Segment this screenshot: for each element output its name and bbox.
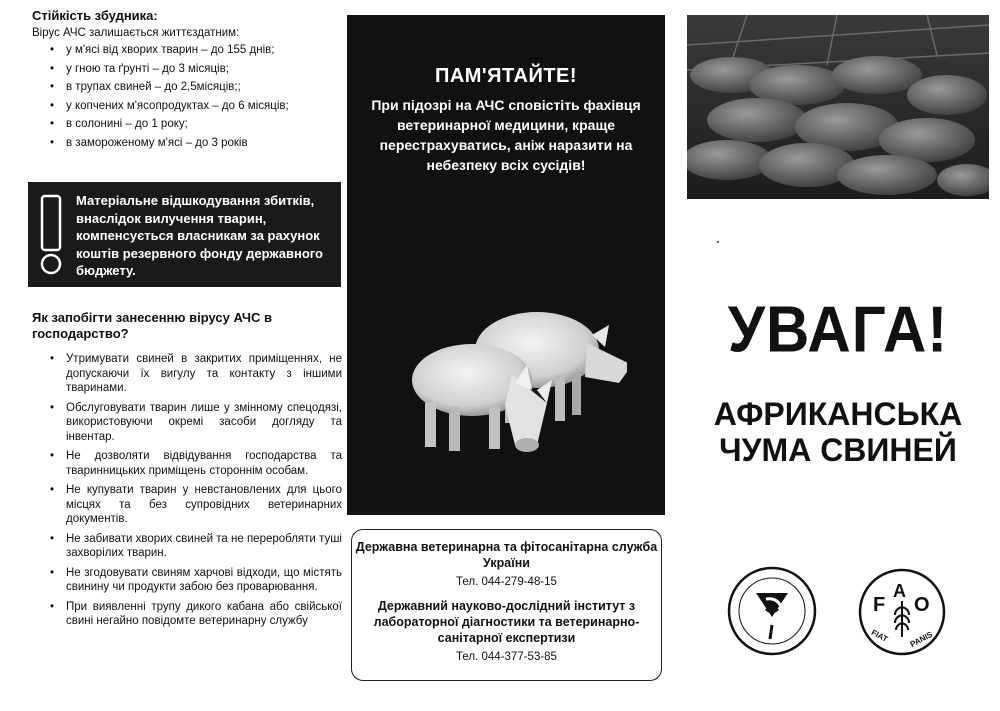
org-name-1: Державна ветеринарна та фітосанітарна служба України xyxy=(355,540,658,570)
fao-letter-o: O xyxy=(914,594,930,616)
remember-title: ПАМ'ЯТАЙТЕ! xyxy=(434,65,578,87)
remember-poster xyxy=(347,15,665,515)
asf-title-line-2: ЧУМА СВИНЕЙ xyxy=(719,432,957,468)
fao-motto-left: FIAT xyxy=(869,627,890,644)
stability-title: Стійкість збудника: xyxy=(32,8,158,23)
stability-intro: Вірус АЧС залишається життєздатним: xyxy=(32,27,240,39)
fao-motto-right: PANIS xyxy=(908,629,935,649)
list-item: • в трупах свиней – до 2,5місяців;; xyxy=(30,80,342,95)
attention-title: УВАГА! xyxy=(727,293,949,366)
asf-title xyxy=(687,396,989,468)
org-name-2: Державний науково-дослідний інститут з лабораторної діагностики та ветеринарно-санітарної експертизи xyxy=(373,599,640,645)
compensation-box xyxy=(28,182,341,287)
list-item: • у гною та ґрунті – до 3 місяців; xyxy=(30,62,342,77)
list-item: • Не дозволяти відвідування господарства та тваринницьких приміщень стороннім особам. xyxy=(30,449,342,478)
fao-letter-f: F xyxy=(873,594,886,616)
list-item: • Не згодовувати свиням харчові відходи, що містять свинину чи продукти забою без проварювання. xyxy=(30,566,342,595)
list-item: • у м'ясі від хворих тварин – до 155 днів; xyxy=(30,43,342,58)
stability-list xyxy=(30,43,342,151)
contacts-box xyxy=(351,529,662,681)
list-item: • в замороженому м'ясі – до 3 років xyxy=(30,136,342,151)
phone-2: Тел. 044-377-53-85 xyxy=(456,651,557,663)
institute-logo xyxy=(726,565,818,657)
list-item: • Утримувати свиней в закритих приміщеннях, не допускаючи їх вигулу та контакту з іншими тваринами. xyxy=(30,352,342,396)
prevention-list xyxy=(30,352,342,634)
print-speck xyxy=(717,241,719,243)
dead-pigs-photo xyxy=(687,15,989,199)
list-item: • При виявленні трупу дикого кабана або свійської свині негайно повідомте ветеринарну службу xyxy=(30,600,342,629)
fao-logo xyxy=(857,567,947,657)
left-panel xyxy=(30,8,342,627)
exclamation-icon xyxy=(38,194,64,276)
list-item: • Не купувати тварин у невстановлених для цього місцях та без супровідних ветеринарних документів. xyxy=(30,483,342,527)
pigs-image xyxy=(387,295,627,485)
fao-letter-a: A xyxy=(893,581,906,601)
list-item: • Обслуговувати тварин лише у змінному спецодязі, використовуючи окремі засоби догляду та інвентар. xyxy=(30,401,342,445)
compensation-text: Матеріальне відшкодування збитків, внаслідок вилучення тварин, компенсується власникам за рахунок коштів резервного фонду державного бюджету. xyxy=(76,193,323,278)
phone-1: Тел. 044-279-48-15 xyxy=(456,576,557,588)
asf-title-line-1: АФРИКАНСЬКА xyxy=(713,396,963,432)
list-item: • у копчених м'ясопродуктах – до 6 місяців; xyxy=(30,99,342,114)
list-item: • Не забивати хворих свиней та не переробляти туші захворілих тварин. xyxy=(30,532,342,561)
list-item: • в солонині – до 1 року; xyxy=(30,117,342,132)
remember-text: При підозрі на АЧС сповістіть фахівця ветеринарної медицини, краще перестрахуватись, аніж наразити на небезпеку всіх сусідів! xyxy=(371,97,641,173)
prevention-title: Як запобігти занесенню вірусу АЧС в господарство? xyxy=(32,310,272,341)
